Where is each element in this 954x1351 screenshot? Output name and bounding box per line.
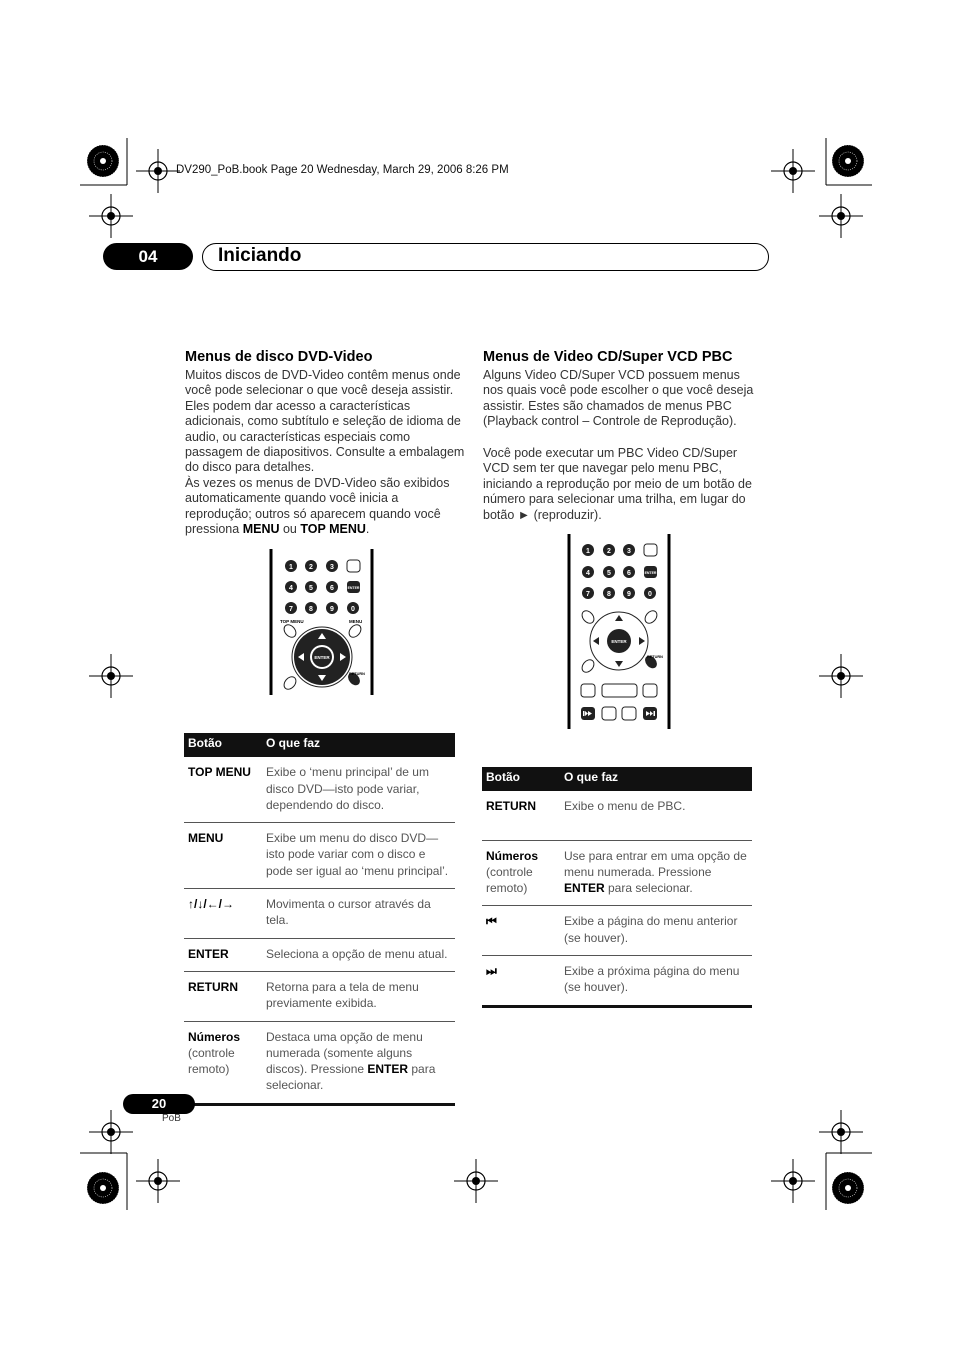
svg-text:8: 8	[309, 606, 313, 613]
chapter-number: 04	[103, 243, 193, 270]
previous-track-icon: ⏮	[482, 906, 560, 956]
svg-text:4: 4	[289, 585, 293, 592]
table-row: ⏭ Exibe a próxima página do menu (se houver).	[482, 956, 752, 1007]
svg-text:3: 3	[627, 548, 631, 555]
left-paragraph-1: Muitos discos de DVD-Video contêm menus onde você pode selecionar o que você deseja assistir. Eles podem dar acesso a características adicionais, como subtítulo e seleção de idioma de audio, ou características especiais como passagem de diapositivos. Consulte a embalagem do disco para detalhes.	[185, 368, 465, 475]
table-row: RETURN Retorna para a tela de menu previamente exibida.	[184, 971, 455, 1021]
next-track-icon: ⏭	[482, 956, 560, 1007]
remote-label-top-menu: TOP MENU	[280, 619, 304, 624]
remote-label-enter: ENTER	[314, 655, 330, 660]
svg-text:7: 7	[586, 591, 590, 598]
left-section-heading: Menus de disco DVD-Video	[185, 349, 373, 365]
svg-text:8: 8	[607, 591, 611, 598]
svg-text:5: 5	[607, 570, 611, 577]
left-button-table	[184, 733, 455, 1106]
svg-text:6: 6	[330, 585, 334, 592]
table-row: ↑/↓/←/→ Movimenta o cursor através da tela.	[184, 889, 455, 939]
chapter-title: Iniciando	[218, 245, 302, 266]
svg-text:4: 4	[586, 570, 590, 577]
table-row: ENTER Seleciona a opção de menu atual.	[184, 938, 455, 971]
remote-label-enter: ENTER	[611, 639, 627, 644]
svg-text:9: 9	[627, 591, 631, 598]
svg-text:0: 0	[351, 606, 355, 613]
svg-text:1: 1	[289, 564, 293, 571]
book-info-line: DV290_PoB.book Page 20 Wednesday, March 29, 2006 8:26 PM	[176, 164, 509, 176]
svg-text:7: 7	[289, 606, 293, 613]
table-row: ⏮ Exibe a página do menu anterior (se houver).	[482, 906, 752, 956]
table-row: TOP MENU Exibe o ‘menu principal’ de um disco DVD—isto pode variar, dependendo do disco.	[184, 757, 455, 822]
right-button-table	[482, 767, 752, 1008]
remote-label-return: RETURN	[647, 655, 663, 659]
language-code: PoB	[162, 1113, 181, 1124]
svg-text:2: 2	[309, 564, 313, 571]
right-section-heading: Menus de Video CD/Super VCD PBC	[483, 349, 733, 365]
remote-illustration-dvd	[268, 549, 376, 696]
remote-label-return: RETURN	[349, 672, 365, 676]
right-paragraph-1: Alguns Video CD/Super VCD possuem menus nos quais você pode escolher o que você deseja assistir. Estes são chamados de menus PBC (Playback control – Controle de Reprodução).	[483, 368, 754, 429]
svg-text:2: 2	[607, 548, 611, 555]
svg-text:6: 6	[627, 570, 631, 577]
svg-text:5: 5	[309, 585, 313, 592]
svg-text:9: 9	[330, 606, 334, 613]
table-row: MENU Exibe um menu do disco DVD—isto pode variar com o disco e pode ser igual ao ‘menu principal’.	[184, 823, 455, 889]
page-number: 20	[123, 1094, 195, 1114]
svg-text:1: 1	[586, 548, 590, 555]
left-paragraph-2: Às vezes os menus de DVD-Video são exibidos automaticamente quando você inicia a reprodução; outros só aparecem quando você pressiona MENU ou TOP MENU.	[185, 476, 450, 537]
svg-text:0: 0	[648, 591, 652, 598]
svg-text:ENTER: ENTER	[347, 586, 360, 590]
svg-text:3: 3	[330, 564, 334, 571]
remote-illustration-vcd	[566, 534, 673, 730]
arrow-keys-icon: ↑/↓/←/→	[184, 889, 262, 939]
table-row: RETURN Exibe o menu de PBC.	[482, 791, 752, 840]
table-row: Números (controle remoto) Destaca uma opção de menu numerada (somente alguns discos). Pressione ENTER para selecionar.	[184, 1021, 455, 1104]
svg-text:ENTER: ENTER	[644, 571, 657, 575]
table-header-description: O que faz	[262, 733, 455, 757]
table-header-button: Botão	[482, 767, 560, 791]
right-paragraph-2: Você pode executar um PBC Video CD/Super VCD sem ter que navegar pelo menu PBC, iniciando a reprodução por meio de um botão de número para selecionar uma trilha, em lugar do botão ► (reproduzir).	[483, 446, 752, 522]
table-header-button: Botão	[184, 733, 262, 757]
table-row: Números (controle remoto) Use para entrar em uma opção de menu numerada. Pressione ENTER para selecionar.	[482, 840, 752, 906]
remote-label-menu: MENU	[349, 619, 363, 624]
table-header-description: O que faz	[560, 767, 752, 791]
